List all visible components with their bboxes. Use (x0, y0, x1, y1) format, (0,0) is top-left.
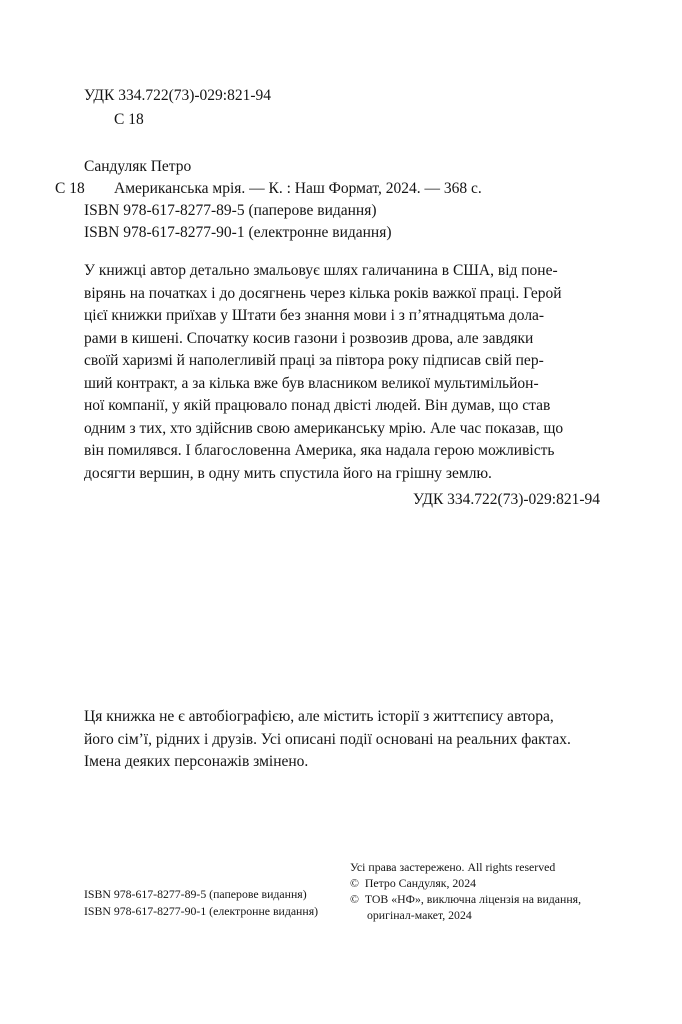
note-line: його сім’ї, рідних і друзів. Усі описані події основані на реальних фактах. (84, 730, 571, 748)
isbn-electronic: ISBN 978-617-8277-90-1 (електронне видання) (84, 224, 392, 241)
catalog-entry-row (55, 178, 615, 200)
copyright-publisher: © ТОВ «НФ», виключна ліцензія на видання, (350, 892, 582, 906)
bibliographic-entry: Американська мрія. — К. : Наш Формат, 2024. — 368 с. (114, 180, 482, 197)
copyright-publisher-continuation: оригінал-макет, 2024 (367, 908, 472, 922)
author-name: Сандуляк Петро (84, 158, 192, 175)
rights-reserved-line: Усі права застережено. All rights reserved (350, 860, 556, 874)
catalog-code-top: С 18 (114, 111, 144, 128)
copyright-author: © Петро Сандуляк, 2024 (350, 876, 476, 890)
annotation-paragraph (84, 260, 604, 485)
annotation-line: одним з тих, хто здійснив свою американську мрію. Але час показав, що (84, 419, 564, 437)
annotation-line: вірянь на початках і до досягнень через кілька років важкої праці. Герой (84, 284, 562, 302)
note-line: Імена деяких персонажів змінено. (84, 753, 309, 770)
footer-isbn-line: ISBN 978-617-8277-89-5 (паперове видання) (84, 887, 307, 901)
note-line: Ця книжка не є автобіографією, але містить історії з життєпису автора, (84, 708, 554, 725)
annotation-line: ший контракт, а за кілька вже був власником великої мультимільйон- (84, 374, 539, 392)
footer-isbn-line: ISBN 978-617-8277-90-1 (електронне видання) (84, 903, 319, 918)
annotation-line: досягти вершин, в одну мить спустила його на грішну землю. (84, 464, 492, 482)
udk-block (84, 84, 271, 132)
udk-bottom-block (84, 489, 600, 512)
imprint-block (55, 156, 615, 244)
isbn-paper: ISBN 978-617-8277-89-5 (паперове видання) (84, 202, 377, 219)
annotation-line: рами в кишені. Спочатку косив газони і розвозив дрова, але завдяки (84, 329, 534, 347)
annotation-line: цієї книжки приїхав у Штати без знання мови і з п’ятнадцятьма дола- (84, 307, 545, 324)
udk-number: УДК 334.722(73)-029:821-94 (84, 87, 272, 104)
footer-isbn-block (84, 886, 318, 919)
udk-number-bottom: УДК 334.722(73)-029:821-94 (412, 491, 600, 508)
annotation-line: він помилявся. І благословенна Америка, яка надала герою можливість (84, 442, 555, 459)
annotation-line: ної компанії, у якій працювало понад двісті людей. Він думав, що став (84, 397, 551, 414)
annotation-line: своїй харизмі й наполегливій праці за півтора року підписав свій пер- (84, 352, 544, 369)
note-paragraph (84, 706, 624, 774)
footer-copyright-block (350, 859, 650, 923)
catalog-code: С 18 (55, 180, 85, 197)
annotation-line: У книжці автор детально змальовує шлях галичанина в США, від поне- (84, 262, 558, 279)
